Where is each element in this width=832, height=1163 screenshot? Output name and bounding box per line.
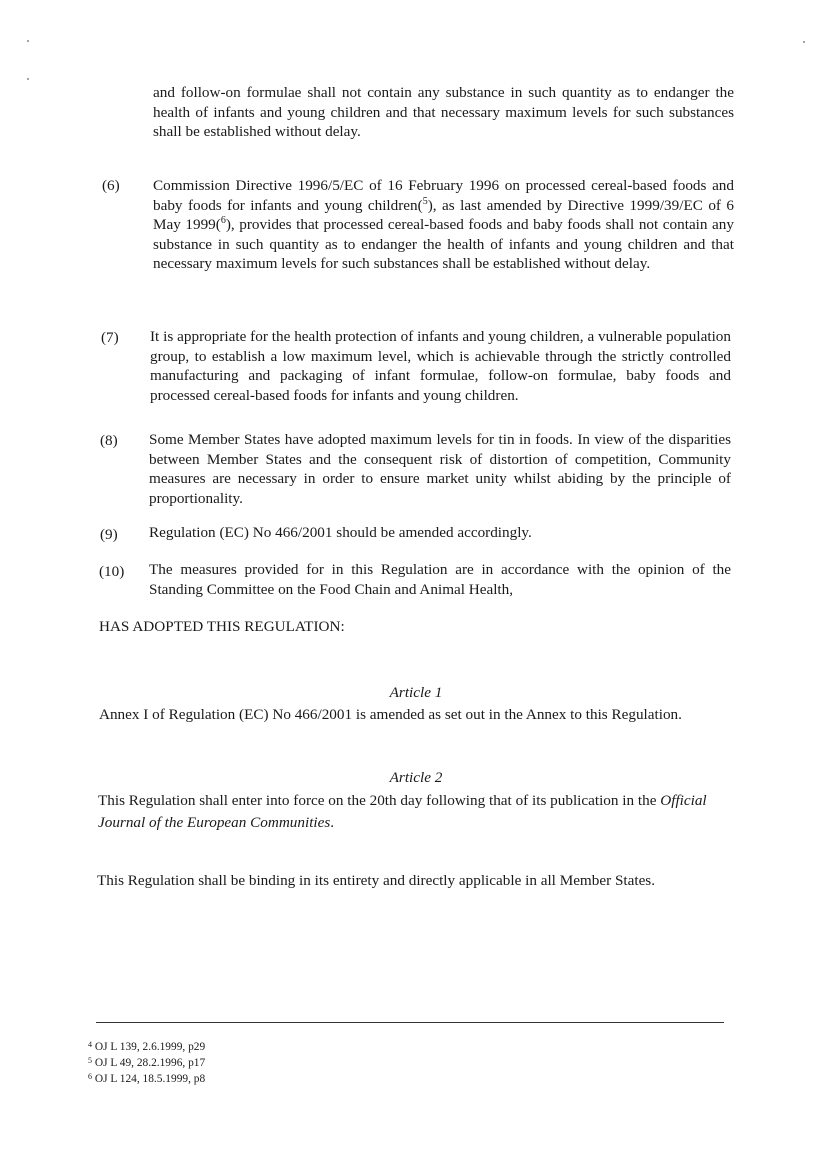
article-2-text — [98, 790, 723, 834]
article-1-text: Annex I of Regulation (EC) No 466/2001 is amended as set out in the Annex to this Regulation. — [99, 706, 682, 723]
footnote-text: OJ L 124, 18.5.1999, p8 — [94, 1073, 206, 1085]
article-2-heading: Article 2 — [389, 769, 443, 787]
recital-text — [153, 176, 734, 274]
binding-statement: This Regulation shall be binding in its entirety and directly applicable in all Member States. — [97, 872, 656, 889]
recital-text: The measures provided for in this Regulation are in accordance with the opinion of the Standing Committee on the Food Chain and Animal Health, — [149, 561, 731, 598]
footnote-reference: 5 — [422, 195, 428, 207]
journal-title: Official Journal of the European Communities — [98, 792, 707, 831]
footnote-separator — [96, 1022, 724, 1023]
recital-text: Regulation (EC) No 466/2001 should be amended accordingly. — [149, 524, 532, 541]
article-2-text-end: . — [330, 814, 335, 831]
adoption-statement: HAS ADOPTED THIS REGULATION: — [99, 618, 345, 635]
footnote — [88, 1040, 205, 1054]
recital-text-part: ), provides that processed cereal-based foods and baby foods shall not contain any substance in such quantity as to endanger the health of infants and young children and that necessary maximum levels for such substances shall be established without delay. — [153, 216, 734, 272]
recital-number: (6) — [102, 177, 120, 194]
scan-speck — [27, 40, 29, 42]
footnote-text: OJ L 49, 28.2.1996, p17 — [94, 1057, 206, 1069]
footnote — [88, 1056, 205, 1070]
recital-number: (9) — [100, 526, 118, 543]
recital-number: (7) — [101, 329, 119, 346]
recital-text: It is appropriate for the health protection of infants and young children, a vulnerable population group, to establish a low maximum level, which is achievable through the strictly controlled manufacturing and packaging of infant formulae, follow-on formulae, baby foods and processed cereal-based foods for infants and young children. — [150, 328, 731, 404]
recital-text: Some Member States have adopted maximum levels for tin in foods. In view of the disparities between Member States and the consequent risk of distortion of competition, Community measures are necessary in order to ensure market unity whilst abiding by the principle of proportionality. — [149, 431, 731, 507]
continuation-paragraph: and follow-on formulae shall not contain any substance in such quantity as to endanger the health of infants and young children and that necessary maximum levels for such substances shall be established without delay. — [153, 84, 734, 140]
recital-number: (10) — [99, 563, 125, 580]
scan-speck — [803, 41, 805, 43]
footnote-mark: 6 — [88, 1072, 92, 1081]
recital-text-part: Commission Directive 1996/5/EC of 16 February 1996 on processed cereal-based foods and baby foods for infants and young children( — [153, 177, 734, 214]
footnote-text: OJ L 139, 2.6.1999, p29 — [94, 1041, 206, 1053]
recital-number: (8) — [100, 432, 118, 449]
footnote-mark: 5 — [88, 1056, 92, 1065]
article-2-text-part: This Regulation shall enter into force on the 20th day following that of its publication in the — [98, 792, 657, 809]
footnote — [88, 1072, 205, 1086]
footnote-reference: 6 — [220, 214, 226, 226]
article-1-heading: Article 1 — [389, 684, 443, 702]
footnote-mark: 4 — [88, 1040, 92, 1049]
recital-text-part: ), as last amended by Directive 1999/39/EC of 6 May 1999( — [153, 196, 735, 233]
scan-speck — [27, 78, 29, 80]
